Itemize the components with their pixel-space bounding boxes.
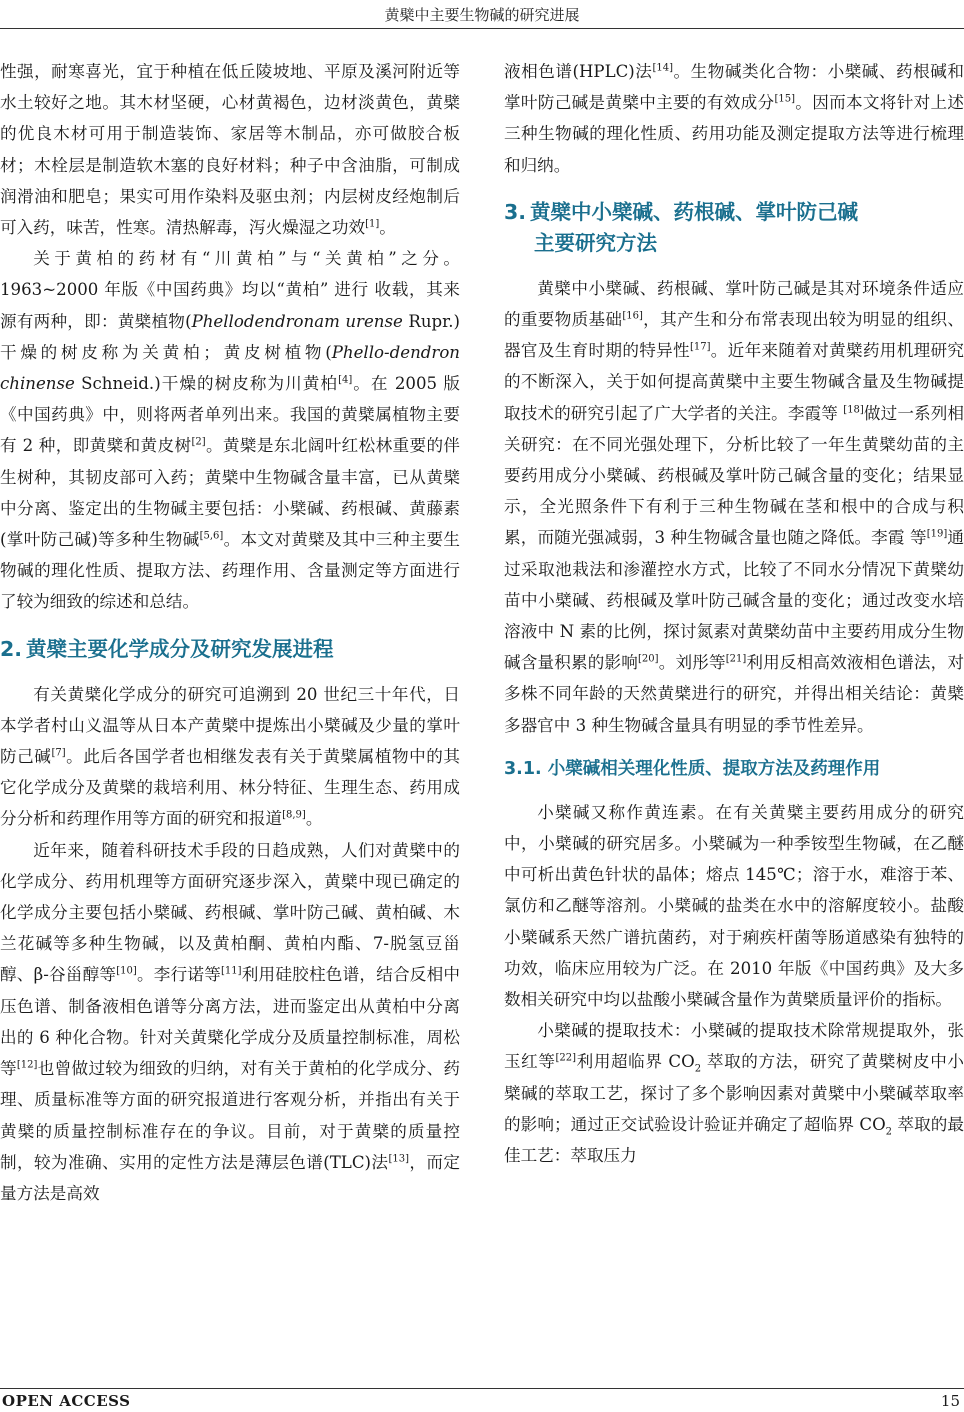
paragraph-text: 。在 2005 版《中国药典》中，则将两者单列出来。我国的黄檗属植物主要有 2 种，即黄檗和黄皮树 <box>0 374 460 456</box>
paragraph-text: 液相色谱(HPLC)法 <box>504 62 653 81</box>
citation: [19] <box>926 528 948 540</box>
citation: [12] <box>16 1059 38 1071</box>
paragraph-1 <box>0 56 460 243</box>
citation: [2] <box>191 436 206 448</box>
citation: [14] <box>652 62 673 74</box>
citation: [10] <box>116 965 137 977</box>
paragraph-text: 。此后各国学者也相继发表有关于黄檗属植物中的其它化学成分及黄檗的栽培利用、林分特征、生理生态、药用成分分析和药理作用等方面的研究和报道 <box>0 747 461 829</box>
citation: [15] <box>774 93 795 105</box>
page-number: 15 <box>940 1392 960 1410</box>
paragraph-text: 有关黄檗化学成分的研究可追溯到 20 世纪三十年代，日本学者村山义温等从日本产黄檗中提炼出小檗碱及少量的掌叶防己碱 <box>0 684 460 767</box>
citation: [17] <box>689 341 711 353</box>
subscript: 2 <box>885 1126 893 1138</box>
paragraph-3 <box>0 679 460 835</box>
citation: [8,9] <box>282 809 306 821</box>
section-title: 黄檗中小檗碱、药根碱、掌叶防己碱 <box>530 199 858 224</box>
header-rule <box>0 28 964 29</box>
paragraph-text: 利用硅胶柱色谱，结合反相中压色谱、制备液相色谱等分离方法，进而鉴定出从黄柏中分离出的 6 种化合物。针对关黄檗化学成分及质量控制标准，周松等 <box>0 965 461 1079</box>
latin-name: Phellodendronam urense <box>191 311 403 331</box>
paragraph-text: 近年来，随着科研技术手段的日趋成熟，人们对黄檗中的化学成分、药用机理等方面研究逐步深入，黄檗中现已确定的化学成分主要包括小檗碱、药根碱、掌叶防己碱、黄柏碱、木兰花碱等多种生物碱，以及黄柏酮、黄柏内酯、7-脱氢豆甾醇、β-谷甾醇等 <box>0 840 460 985</box>
section-number: 3. <box>504 199 527 224</box>
citation: [7] <box>51 747 66 759</box>
paragraph-text: 。 <box>379 218 396 238</box>
paragraph-text: 。本文对黄檗及其中三种主要生物碱的理化性质、提取方法、药理作用、含量测定等方面进行了较为细致的综述和总结。 <box>0 530 461 612</box>
paragraph-text: 。近年来随着对黄檗药用机理研究的不断深入，关于如何提高黄檗中主要生物碱含量及生物碱提取技术的研究引起了广大学者的关注。李霞等 <box>504 341 964 423</box>
paragraph-text: Schneid.)干燥的树皮称为川黄柏 <box>74 374 339 394</box>
subsection-number: 3.1. <box>504 758 542 779</box>
paragraph-text: ，而定量方法是高效 <box>0 1152 461 1203</box>
paragraph-8 <box>504 1015 964 1171</box>
running-title: 黄檗中主要生物碱的研究进展 <box>384 6 580 24</box>
section-title: 黄檗主要化学成分及研究发展进程 <box>26 636 334 661</box>
footer-rule <box>0 1388 964 1389</box>
subsection-3-1-heading <box>504 755 964 783</box>
citation: [16] <box>622 310 643 322</box>
citation: [20] <box>638 653 659 665</box>
citation: [1] <box>365 218 380 230</box>
citation: [4] <box>338 374 353 386</box>
open-access-label: OPEN ACCESS <box>2 1392 131 1410</box>
paragraph-2 <box>0 243 460 617</box>
paragraph-text: 通过采取池栽法和渗灌控水方式，比较了不同水分情况下黄檗幼苗中小檗碱、药根碱及掌叶防己碱含量的变化；通过改变水培溶液中 N 素的比例，探讨氮素对黄檗幼苗中主要药用成分生物碱含量积累的影响 <box>504 528 964 673</box>
paragraph-text: 做过一系列相关研究：在不同光强处理下，分析比较了一年生黄檗幼苗的主要药用成分小檗碱、药根碱及掌叶防己碱含量的变化；结果显示，全光照条件下有利于三种生物碱在茎和根中的合成与积累，而随光强减弱，3 种生物碱含量也随之降低。李霞 等 <box>504 403 964 548</box>
left-column <box>0 56 460 1209</box>
paragraph-text: 关于黄柏的药材有“川黄柏”与“关黄柏”之分。1963~2000 年版《中国药典》均以“黄柏” 进行 收载，其来源有两种，即：黄檗植物( <box>0 249 460 331</box>
paragraph-5 <box>504 56 964 181</box>
latin-name: Phello-dendron chinense <box>0 342 460 394</box>
paragraph-4 <box>0 835 460 1209</box>
section-number: 2. <box>0 636 23 661</box>
citation: [5,6] <box>199 530 224 542</box>
paragraph-text: 利用反相高效液相色谱法，对多株不同年龄的天然黄檗进行的研究，并得出相关结论：黄檗多器官中 3 种生物碱含量具有明显的季节性差异。 <box>504 653 964 735</box>
paragraph-6 <box>504 273 964 741</box>
paragraph-text: ，其产生和分布常表现出较为明显的组织、器官及生育时期的特异性 <box>504 310 964 361</box>
paragraph-text: 。刘彤等 <box>658 653 726 673</box>
citation: [22] <box>555 1052 577 1064</box>
paragraph-text: 利用超临界 CO <box>576 1052 695 1072</box>
section-3-heading <box>504 197 964 259</box>
citation: [11] <box>221 965 242 977</box>
subscript: 2 <box>694 1063 702 1075</box>
paragraph-text: 也曾做过较为细致的归纳，对有关于黄柏的化学成分、药理、质量标准等方面的研究报道进行客观分析，并指出有关于黄檗的质量控制标准存在的争议。目前，对于黄檗的质量控制，较为准确、实用的定性方法是薄层色谱(TLC)法 <box>0 1059 461 1172</box>
section-2-heading <box>0 634 460 665</box>
paragraph-text: 性强，耐寒喜光，宜于种植在低丘陵坡地、平原及溪河附近等水土较好之地。其木材坚硬，心材黄褐色，边材淡黄色，黄檗的优良木材可用于制造装饰、家居等木制品，亦可做胶合板材；木栓层是制造软木塞的良好材料；种子中含油脂，可制成润滑油和肥皂；果实可用作染料及驱虫剂；内层树皮经炮制后可入药，味苦，性寒。清热解毒，泻火燥湿之功效 <box>0 62 460 238</box>
paragraph-text: 。生物碱类化合物：小檗碱、药根碱和掌叶防己碱是黄檗中主要的有效成分 <box>504 62 964 113</box>
paragraph-text: 萃取的方法，研究了黄檗树皮中小檗碱的萃取工艺，探讨了多个影响因素对黄檗中小檗碱萃取率的影响；通过正交试验设计验证并确定了超临界 CO <box>504 1052 964 1134</box>
right-column <box>504 56 964 1171</box>
paragraph-text: 黄檗中小檗碱、药根碱、掌叶防己碱是其对环境条件适应的重要物质基础 <box>504 278 964 330</box>
citation: [13] <box>388 1153 409 1165</box>
paragraph-text: 小檗碱的提取技术：小檗碱的提取技术除常规提取外，张玉红等 <box>504 1021 964 1072</box>
paragraph-text: Rupr.)干燥的树皮称为关黄柏；黄皮树植物( <box>0 311 460 362</box>
paragraph-text: 。因而本文将针对上述三种生物碱的理化性质、药用功能及测定提取方法等进行梳理和归纳。 <box>504 93 964 175</box>
section-title-continued: 主要研究方法 <box>534 230 657 255</box>
citation: [18] <box>843 404 864 416</box>
subsection-title: 小檗碱相关理化性质、提取方法及药理作用 <box>547 758 881 779</box>
paragraph-7: 小檗碱又称作黄连素。在有关黄檗主要药用成分的研究中，小檗碱的研究居多。小檗碱为一种季铵型生物碱，在乙醚中可析出黄色针状的晶体；熔点 145℃；溶于水，难溶于苯、氯仿和乙醚等溶剂。小檗碱的盐类在水中的溶解度较小。盐酸小檗碱系天然广谱抗菌药，对于痢疾杆菌等肠道感染有独特的功效，临床应用较为广泛。在 2010 年版《中国药典》及大多数相关研究中均以盐酸小檗碱含量作为黄檗质量评价的指标。 <box>504 802 964 1010</box>
paragraph-text: 。李行诺等 <box>136 965 222 985</box>
paragraph-text: 。 <box>305 809 323 829</box>
paragraph-text: 萃取的最佳工艺：萃取压力 <box>504 1114 964 1166</box>
citation: [21] <box>725 653 747 665</box>
paragraph-text: 。黄檗是东北阔叶红松林重要的伴生树种，其韧皮部可入药；黄檗中生物碱含量丰富，已从黄檗中分离、鉴定出的生物碱主要包括：小檗碱、药根碱、黄藤素(掌叶防己碱)等多种生物碱 <box>0 436 461 550</box>
